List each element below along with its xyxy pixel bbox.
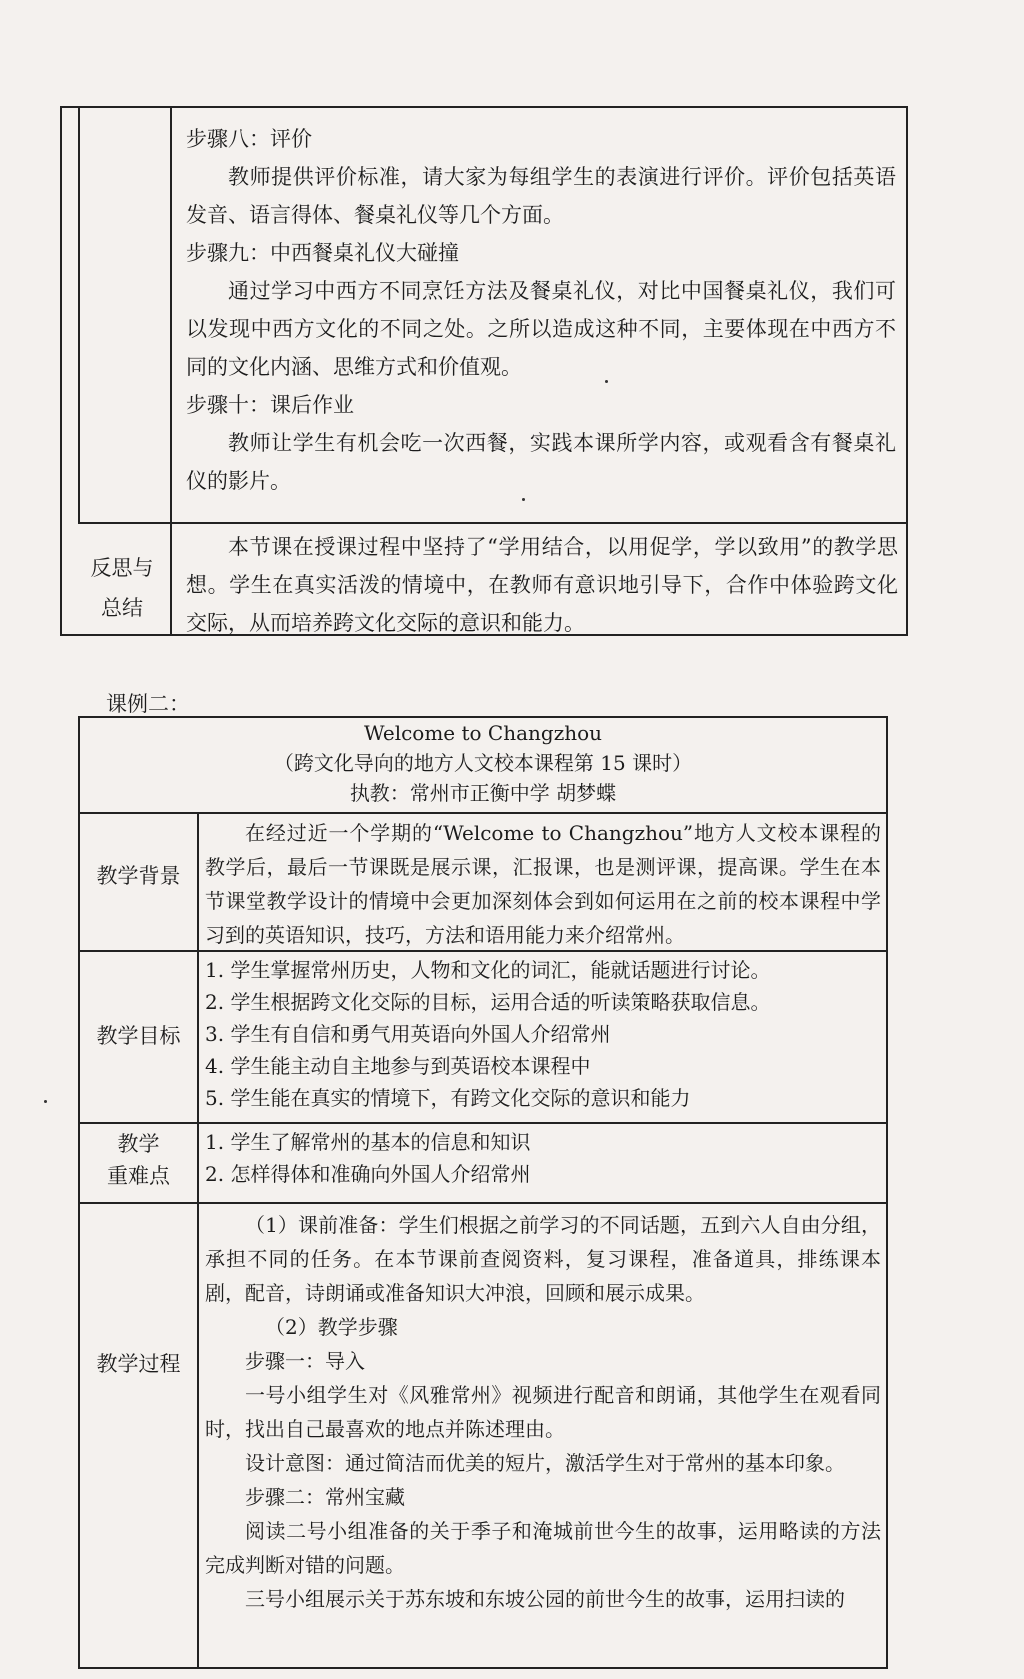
key-points-label bbox=[80, 1128, 197, 1192]
reflection-label bbox=[82, 548, 162, 628]
goals-label: 教学目标 bbox=[96, 1024, 181, 1048]
step10-title: 步骤十：课后作业 bbox=[186, 393, 354, 417]
step8-title: 步骤八：评价 bbox=[186, 127, 312, 151]
row-divider bbox=[80, 1202, 886, 1204]
steps-cell bbox=[186, 120, 896, 500]
lesson-subtitle: （跨文化导向的地方人文校本课程第 15 课时） bbox=[273, 751, 693, 775]
inner-divider bbox=[78, 108, 80, 524]
lesson-two-table bbox=[78, 716, 888, 1669]
scan-speck bbox=[605, 380, 608, 383]
step10-text: 教师让学生有机会吃一次西餐，实践本课所学内容，或观看含有餐桌礼仪的影片。 bbox=[186, 431, 896, 493]
process-prep: （1）课前准备：学生们根据之前学习的不同话题，五到六人自由分组，承担不同的任务。在本节课前查阅资料，复习课程，准备道具，排练课本剧，配音，诗朗诵或准备知识大冲浪，回顾和展示成果。 bbox=[205, 1213, 881, 1305]
process-step1-title: 步骤一：导入 bbox=[245, 1349, 365, 1373]
key-point-item: 2. 怎样得体和准确向外国人介绍常州 bbox=[205, 1162, 531, 1186]
process-steps-title: （2）教学步骤 bbox=[265, 1315, 398, 1339]
lesson-title-block bbox=[80, 718, 886, 812]
background-text: 在经过近一个学期的“Welcome to Changzhou”地方人文校本课程的教学后，最后一节课既是展示课，汇报课，也是测评课，提高课。学生在本节课堂教学设计的情境中会更加深刻体会到如何运用在之前的校本课程中学习到的英语知识，技巧，方法和语用能力来介绍常州。 bbox=[205, 821, 881, 947]
column-divider bbox=[197, 812, 199, 1667]
process-step1-design: 设计意图：通过简洁而优美的短片，激活学生对于常州的基本印象。 bbox=[245, 1451, 845, 1475]
goal-item: 4. 学生能主动自主地参与到英语校本课程中 bbox=[205, 1054, 591, 1078]
background-cell bbox=[205, 816, 881, 952]
reflection-label-line2: 总结 bbox=[101, 596, 143, 620]
process-step2-text2: 三号小组展示关于苏东坡和东坡公园的前世今生的故事，运用扫读的 bbox=[245, 1587, 845, 1611]
process-step1-text: 一号小组学生对《风雅常州》视频进行配音和朗诵，其他学生在观看同时，找出自己最喜欢的地点并陈述理由。 bbox=[205, 1383, 881, 1441]
key-point-item: 1. 学生了解常州的基本的信息和知识 bbox=[205, 1130, 531, 1154]
step8-text: 教师提供评价标准，请大家为每组学生的表演进行评价。评价包括英语发音、语言得体、餐桌礼仪等几个方面。 bbox=[186, 165, 896, 227]
goal-item: 3. 学生有自信和勇气用英语向外国人介绍常州 bbox=[205, 1022, 611, 1046]
row-divider bbox=[78, 522, 906, 524]
reflection-label-line1: 反思与 bbox=[90, 556, 154, 580]
process-step2-text: 阅读二号小组准备的关于季子和淹城前世今生的故事，运用略读的方法完成判断对错的问题。 bbox=[205, 1519, 881, 1577]
case-two-heading: 课例二： bbox=[106, 692, 190, 716]
lesson-one-table bbox=[60, 106, 908, 636]
background-label: 教学背景 bbox=[96, 864, 181, 888]
key-points-label-line1: 教学 bbox=[117, 1132, 160, 1156]
key-points-cell bbox=[205, 1126, 881, 1190]
lesson-title: Welcome to Changzhou bbox=[363, 721, 603, 745]
reflection-text: 本节课在授课过程中坚持了“学用结合，以用促学，学以致用”的教学思想。学生在真实活泼的情境中，在教师有意识地引导下，合作中体验跨文化交际，从而培养跨文化交际的意识和能力。 bbox=[186, 535, 898, 635]
step9-text: 通过学习中西方不同烹饪方法及餐桌礼仪，对比中国餐桌礼仪，我们可以发现中西方文化的不同之处。之所以造成这种不同，主要体现在中西方不同的文化内涵、思维方式和价值观。 bbox=[186, 279, 896, 379]
goal-item: 1. 学生掌握常州历史，人物和文化的词汇，能就话题进行讨论。 bbox=[205, 958, 771, 982]
scan-speck bbox=[522, 498, 525, 501]
process-step2-title: 步骤二：常州宝藏 bbox=[245, 1485, 405, 1509]
scan-speck bbox=[44, 1100, 47, 1103]
goal-item: 5. 学生能在真实的情境下，有跨文化交际的意识和能力 bbox=[205, 1086, 691, 1110]
lesson-teacher: 执教：常州市正衡中学 胡梦蝶 bbox=[349, 781, 617, 805]
reflection-cell bbox=[186, 528, 898, 642]
goal-item: 2. 学生根据跨文化交际的目标，运用合适的听读策略获取信息。 bbox=[205, 990, 771, 1014]
process-cell bbox=[205, 1208, 881, 1616]
step9-title: 步骤九：中西餐桌礼仪大碰撞 bbox=[186, 241, 459, 265]
goals-cell bbox=[205, 954, 881, 1114]
process-label: 教学过程 bbox=[96, 1352, 181, 1376]
row-divider bbox=[80, 1122, 886, 1124]
row-divider bbox=[80, 812, 886, 814]
key-points-label-line2: 重难点 bbox=[107, 1164, 170, 1188]
